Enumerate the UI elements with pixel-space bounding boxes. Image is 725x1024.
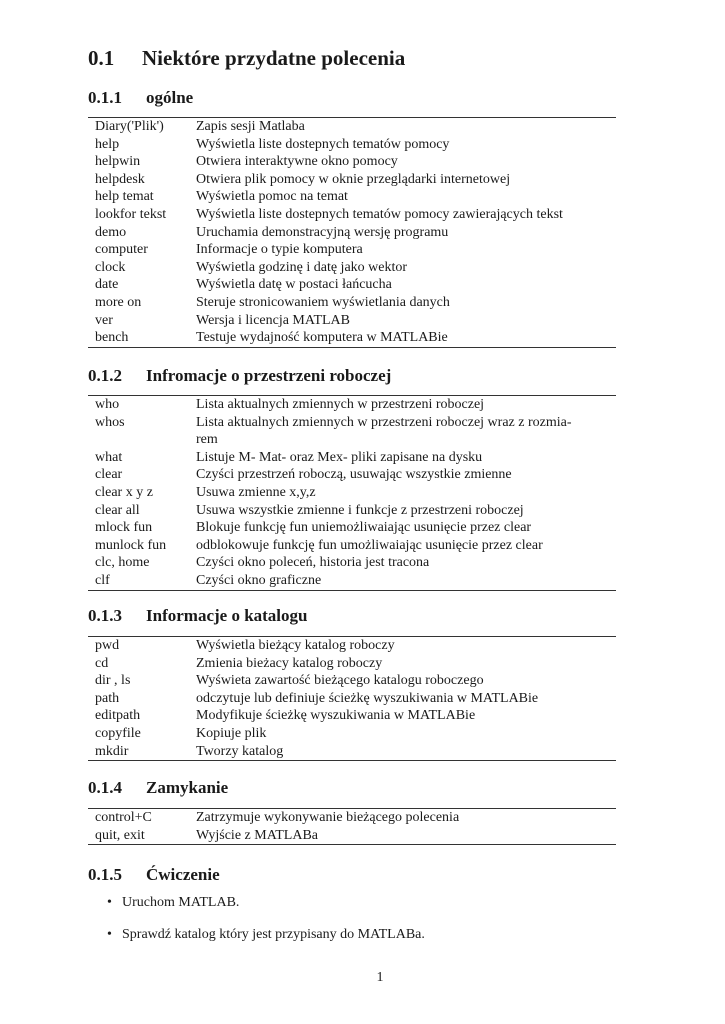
description-cell: Blokuje funkcję fun uniemożliwaiając usunięcie przez clear — [196, 520, 532, 536]
list-item-text: Sprawdź katalog który jest przypisany do MATLABa. — [122, 927, 425, 942]
command-cell: quit, exit — [95, 827, 145, 843]
description-cell: Otwiera plik pomocy w oknie przeglądarki internetowej — [196, 171, 511, 187]
command-cell: path — [95, 690, 120, 706]
table-row — [88, 690, 616, 708]
description-cell: Informacje o typie komputera — [196, 242, 363, 258]
description-cell: Lista aktualnych zmiennych w przestrzeni roboczej — [196, 397, 485, 412]
command-cell: clear x y z — [95, 484, 153, 500]
list-item-text: Uruchom MATLAB. — [122, 895, 240, 910]
description-cell: Testuje wydajność komputera w MATLABie — [196, 330, 448, 346]
table-row — [88, 809, 616, 827]
command-cell: demo — [95, 224, 127, 240]
table-general-commands — [88, 117, 616, 348]
subsection-title-text: Zamykanie — [146, 778, 229, 797]
section-number: 0.1 — [88, 46, 115, 70]
command-cell: copyfile — [95, 725, 141, 741]
table-row — [88, 259, 616, 277]
command-cell: dir , ls — [95, 673, 131, 689]
description-cell: Czyści okno poleceń, historia jest tracona — [196, 555, 430, 571]
description-cell: odczytuje lub definiuje ścieżkę wyszukiwania w MATLABie — [196, 690, 539, 706]
description-cell: Steruje stronicowaniem wyświetlania danych — [196, 294, 450, 310]
subsection-number: 0.1.4 — [88, 778, 122, 797]
description-cell: Modyfikuje ścieżkę wyszukiwania w MATLABie — [196, 708, 476, 724]
description-cell: odblokowuje funkcję fun umożliwaiając usunięcie przez clear — [196, 537, 543, 553]
subsection-number: 0.1.1 — [88, 88, 122, 107]
command-cell: lookfor tekst — [95, 206, 167, 222]
table-row — [88, 655, 616, 673]
table-row — [88, 224, 616, 242]
description-cell: Listuje M- Mat- oraz Mex- pliki zapisane na dysku — [196, 449, 483, 465]
table-row — [88, 484, 616, 502]
description-cell: Zapis sesji Matlaba — [196, 119, 305, 134]
description-cell: Zmienia bieżacy katalog roboczy — [196, 655, 383, 671]
command-cell: clear all — [95, 502, 140, 518]
command-cell: bench — [95, 330, 129, 346]
table-row — [88, 572, 616, 590]
command-cell: more on — [95, 294, 142, 310]
table-row — [88, 449, 616, 467]
table-row — [88, 206, 616, 224]
command-cell: date — [95, 277, 119, 293]
command-cell: helpdesk — [95, 171, 145, 187]
table-row — [88, 554, 616, 572]
subsection-title-exercise — [88, 865, 220, 885]
description-cell: Kopiuje plik — [196, 725, 267, 741]
command-cell: ver — [95, 312, 113, 328]
description-cell: Wyświetla datę w postaci łańcucha — [196, 277, 392, 293]
command-cell: help temat — [95, 189, 154, 205]
page-number: 1 — [376, 970, 384, 985]
subsection-title-closing — [88, 778, 228, 798]
description-cell: Wyświetla liste dostepnych tematów pomocy — [196, 136, 450, 152]
description-cell: Zatrzymuje wykonywanie bieżącego polecenia — [196, 810, 460, 825]
description-cell: Usuwa wszystkie zmienne i funkcje z przestrzeni roboczej — [196, 502, 524, 518]
table-row — [88, 396, 616, 414]
description-cell: Wersja i licencja MATLAB — [196, 312, 350, 328]
command-cell: computer — [95, 242, 148, 258]
description-cell: Wyjście z MATLABa — [196, 827, 319, 843]
description-cell — [189, 414, 616, 449]
table-row — [88, 153, 616, 171]
command-cell: control+C — [95, 810, 152, 825]
command-cell: clf — [95, 572, 110, 588]
command-cell: mkdir — [95, 743, 129, 759]
description-cell: Czyści okno graficzne — [196, 572, 322, 588]
table-workspace-commands — [88, 395, 616, 591]
description-line-continued: rem — [196, 432, 218, 448]
description-cell: Wyświeta zawartość bieżącego katalogu roboczego — [196, 673, 484, 689]
table-row — [88, 312, 616, 330]
table-row — [88, 118, 616, 136]
table-row — [88, 136, 616, 154]
command-cell: editpath — [95, 708, 141, 724]
table-row — [88, 241, 616, 259]
table-row — [88, 466, 616, 484]
table-row — [88, 329, 616, 347]
table-row — [88, 188, 616, 206]
bullet-icon: • — [107, 927, 112, 942]
table-row — [88, 537, 616, 555]
table-directory-commands — [88, 636, 616, 761]
command-cell: help — [95, 136, 120, 152]
table-row — [88, 414, 616, 449]
subsection-title-text: Infromacje o przestrzeni roboczej — [146, 366, 392, 385]
description-cell: Wyświetla godzinę i datę jako wektor — [196, 259, 408, 275]
subsection-title-text: Ćwiczenie — [146, 865, 220, 884]
description-cell: Wyświetla liste dostepnych tematów pomocy zawierających tekst — [196, 206, 563, 222]
description-cell: Uruchamia demonstracyjną wersję programu — [196, 224, 449, 240]
description-cell: Wyświetla pomoc na temat — [196, 189, 348, 205]
table-row — [88, 171, 616, 189]
command-cell: what — [95, 449, 123, 465]
command-cell: cd — [95, 655, 109, 671]
command-cell: munlock fun — [95, 537, 167, 553]
command-cell: pwd — [95, 638, 120, 653]
command-cell: Diary('Plik') — [95, 119, 164, 134]
command-cell: whos — [95, 414, 125, 430]
list-item — [104, 894, 425, 912]
subsection-title-text: ogólne — [146, 88, 194, 107]
table-row — [88, 637, 616, 655]
table-row — [88, 294, 616, 312]
description-cell: Usuwa zmienne x,y,z — [196, 484, 316, 500]
list-item — [104, 926, 425, 944]
description-cell: Wyświetla bieżący katalog roboczy — [196, 638, 395, 653]
subsection-number: 0.1.3 — [88, 606, 122, 625]
description-line: Lista aktualnych zmiennych w przestrzeni roboczej wraz z rozmia- — [196, 414, 572, 430]
table-row — [88, 276, 616, 294]
command-cell: clc, home — [95, 555, 150, 571]
exercise-list — [104, 894, 425, 958]
section-title-text: Niektóre przydatne polecenia — [142, 46, 406, 70]
command-cell: clear — [95, 467, 123, 483]
command-cell: who — [95, 397, 120, 412]
table-row — [88, 519, 616, 537]
subsection-title-workspace — [88, 366, 391, 386]
table-row — [88, 725, 616, 743]
subsection-title-general — [88, 88, 193, 108]
subsection-number: 0.1.2 — [88, 366, 122, 385]
description-cell: Czyści przestrzeń roboczą, usuwając wszystkie zmienne — [196, 467, 512, 483]
table-row — [88, 707, 616, 725]
subsection-number: 0.1.5 — [88, 865, 122, 884]
command-cell: mlock fun — [95, 520, 153, 536]
section-title — [88, 46, 405, 71]
bullet-icon: • — [107, 895, 112, 910]
table-row — [88, 827, 616, 845]
table-row — [88, 672, 616, 690]
description-cell: Tworzy katalog — [196, 743, 284, 759]
command-cell: clock — [95, 259, 126, 275]
table-row — [88, 502, 616, 520]
table-row — [88, 743, 616, 761]
table-closing-commands — [88, 808, 616, 845]
description-cell: Otwiera interaktywne okno pomocy — [196, 154, 398, 170]
subsection-title-directory — [88, 606, 307, 626]
command-cell: helpwin — [95, 154, 141, 170]
subsection-title-text: Informacje o katalogu — [146, 606, 308, 625]
